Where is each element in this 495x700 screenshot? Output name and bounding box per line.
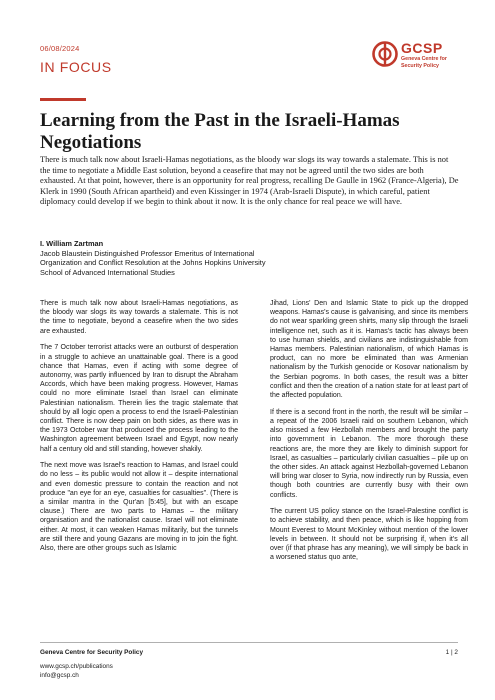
publication-date: 06/08/2024 — [40, 44, 80, 53]
body-paragraph: The 7 October terrorist attacks were an outburst of desperation in a struggle to achieve an unattainable goal. There is a good chance that Hamas, even if acting with some degree of autonomy, was partly influenced by Iran to disrupt the Abraham Accords, which have been making progress. However, Hamas could no more eliminate Israel than Israel can eliminate Palestinian nationalism. Therein lies the tragic stalemate that should by all logic open a process to end the Israeli-Palestinian conflict. There is now deep pain on both sides, as there was in the 1973 October war that produced the process leading to the Washington agreement between Israel and Egypt, now nearly half a century old and still standing, however shakily. — [40, 344, 238, 453]
author-affiliation-line: School of Advanced International Studies — [40, 267, 175, 277]
footer-divider — [40, 642, 458, 643]
body-paragraph: If there is a second front in the north, the result will be similar – a repeat of the 2006 Israeli raid on southern Lebanon, which also missed a few Hezbollah members and brought the party into government in Lebanon. The more thorough these reactions are, the more they are likely to diminish support for Israel, as casualties – particularly civilian casualties – pile up on the other sides. An attack against Hezbollah-governed Lebanon will bring war closer to Syria, now indirectly run by Russia, even though both countries are currently busy with their own conflicts. — [270, 408, 468, 499]
author-name: I. William Zartman — [40, 239, 104, 248]
footer-website-link[interactable]: www.gcsp.ch/publications — [40, 663, 113, 670]
page-number: 1 | 2 — [445, 649, 458, 656]
logo-subtitle-line1: Geneva Centre for — [401, 56, 447, 62]
section-label: IN FOCUS — [40, 59, 112, 75]
footer-email-link[interactable]: info@gcsp.ch — [40, 672, 79, 679]
article-title: Learning from the Past in the Israeli-Hamas Negotiations — [40, 110, 400, 153]
body-paragraph: The current US policy stance on the Israel-Palestine conflict is to achieve stability, and then peace, which is like hopping from Mount Everest to Mount McKinley without mention of the lower levels in between. It should not be surprising if, when it's all over (if that phrase has any meaning), we will simply be back in a worsened status quo ante, — [270, 508, 468, 562]
logo-subtitle-line2: Security Policy — [401, 62, 439, 69]
footer-organization: Geneva Centre for Security Policy — [40, 649, 143, 656]
body-paragraph: There is much talk now about Israeli-Hamas negotiations, as the bloody war slogs its way towards a stalemate. This is not the time to negotiate, beyond a ceasefire when the two sides are exhausted. — [40, 300, 238, 335]
gcsp-globe-icon — [372, 41, 398, 67]
logo-wordmark: GCSP — [401, 40, 443, 56]
accent-rule — [40, 98, 86, 101]
author-affiliation-line: Jacob Blaustein Distinguished Professor Emeritus of International — [40, 248, 255, 258]
body-column-left — [40, 299, 238, 561]
body-paragraph: The next move was Israel's reaction to Hamas, and Israel could do no less – its public would not allow it – despite international and even domestic pressure to contain the reaction and not produce "an eye for an eye, casualties for casualties". (There is a similar mantra in the Qur'an [5:45], but with an escape clause.) There are two parts to Hamas – the military organisation and the nationalist cause. Israel will not eliminate either. At most, it can weaken Hamas militarily, but the tunnels are still there and young Gazans are moving in to join the fight. Also, there are other groups such as Islamic — [40, 462, 238, 553]
author-block — [40, 239, 460, 277]
body-paragraph: Jihad, Lions' Den and Islamic State to pick up the dropped weapons. Hamas's cause is galvanising, and since its members do not wear sparkling green shirts, many slip through the Israeli intelligence net, such as it is. Hamas's tactic has always been to use human shields, and civilians are indistinguishable from Hamas members. Palestinian nationalism, of which Hamas is product, can no more be eliminated than was Armenian nationalism by the Turkish genocide or Kosovar nationalism by the Serbian pogroms. In both cases, the result was a bitter conflict and then the creation of a nation state for at least part of the affected population. — [270, 300, 468, 400]
article-lede: There is much talk now about Israeli-Hamas negotiations, as the bloody war slogs its way towards a stalemate. This is not the time to negotiate a Middle East solution, beyond a ceasefire that may not be agreed until the two sides are both exhausted. At that point, however, there is an opportunity for real progress, recalling De Gaulle in 1962 (France-Algeria), De Klerk in 1990 (South African apartheid) and even Kissinger in 1974 (Arab-Israeli Dispute), in which careful, patient diplomacy could develop if we begin to think about it now. It is the only chance for real peace we will have. — [40, 155, 459, 207]
author-affiliation-line: Organization and Conflict Resolution at the Johns Hopkins University — [40, 258, 266, 268]
gcsp-logo[interactable] — [372, 40, 467, 80]
body-column-right — [270, 299, 468, 570]
